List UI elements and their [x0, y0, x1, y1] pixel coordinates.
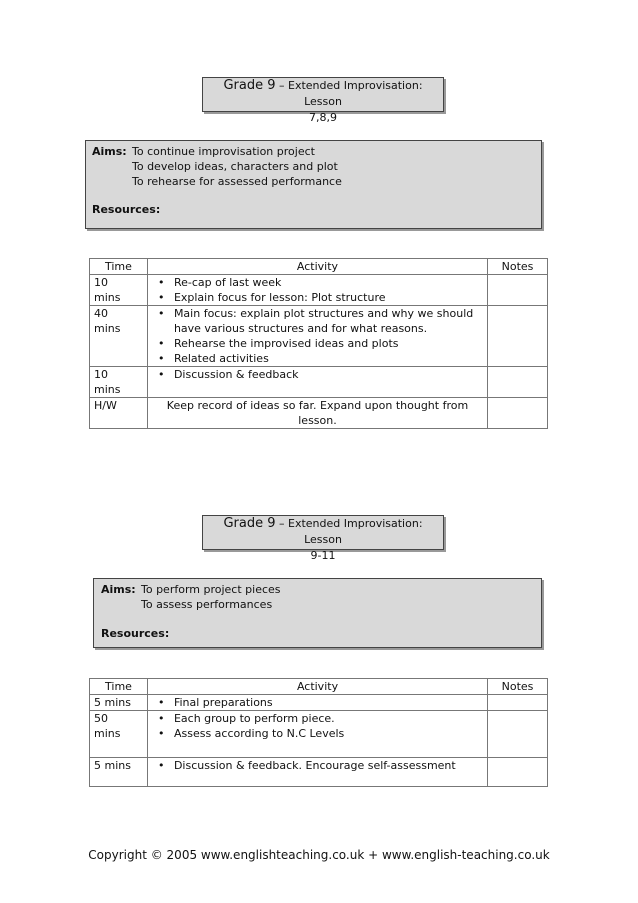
table-row [90, 711, 548, 758]
table-header-row [90, 679, 548, 695]
activity-cell [147, 275, 487, 306]
lesson1-plan-table [89, 258, 548, 429]
lesson2-aims-box [93, 578, 542, 648]
notes-header: Notes [488, 679, 548, 695]
lesson2-aim-2: To assess performances [141, 598, 273, 611]
activity-cell [147, 306, 487, 367]
activity-cell [147, 758, 487, 787]
table-row [90, 367, 548, 398]
notes-cell [488, 758, 548, 787]
lesson1-resources-label: Resources: [92, 203, 161, 216]
notes-cell [488, 306, 548, 367]
time-cell: 5 mins [90, 758, 148, 787]
time-cell: H/W [90, 398, 148, 429]
activity-item: • Assess according to N.C Levels [157, 727, 345, 740]
time-cell: 50 mins [90, 711, 148, 758]
activity-item: • Each group to perform piece. [157, 712, 335, 725]
time-header: Time [90, 259, 148, 275]
notes-cell [488, 398, 548, 429]
activity-cell [147, 711, 487, 758]
lesson1-aim-3: To rehearse for assessed performance [132, 175, 342, 188]
lesson1-title-text: – Extended Improvisation: Lesson [279, 79, 423, 108]
activity-item: • Related activities [157, 352, 269, 365]
activity-header: Activity [147, 679, 487, 695]
lesson2-lesson-numbers: 9-11 [310, 549, 336, 562]
lesson2-aim-1: To perform project pieces [141, 583, 281, 596]
lesson2-aims-label: Aims: [101, 583, 136, 596]
activity-item: • Explain focus for lesson: Plot structure [157, 291, 386, 304]
lesson1-title-box [202, 77, 444, 124]
activity-header: Activity [147, 259, 487, 275]
time-cell: 10 mins [90, 275, 148, 306]
copyright-footer: Copyright © 2005 www.englishteaching.co.uk + www.english-teaching.co.uk [88, 848, 550, 862]
activity-item: • Discussion & feedback [157, 368, 299, 381]
lesson2-grade: Grade 9 [223, 516, 276, 531]
homework-cell: Keep record of ideas so far. Expand upon thought from lesson. [147, 398, 487, 429]
time-cell: 5 mins [90, 695, 148, 711]
lesson2-title-box [202, 515, 444, 562]
notes-cell [488, 275, 548, 306]
table-row [90, 398, 548, 429]
lesson2-resources-label: Resources: [101, 627, 170, 640]
activity-item: • Final preparations [157, 696, 273, 709]
table-row [90, 758, 548, 787]
notes-cell [488, 711, 548, 758]
lesson1-aims-label: Aims: [92, 145, 127, 158]
lesson1-grade: Grade 9 [223, 78, 276, 93]
activity-item: • Re-cap of last week [157, 276, 282, 289]
lesson1-aim-2: To develop ideas, characters and plot [132, 160, 338, 173]
activity-item: • Main focus: explain plot structures and why we should have various structures and for what reasons. [157, 307, 474, 335]
time-header: Time [90, 679, 148, 695]
notes-header: Notes [488, 259, 548, 275]
table-header-row [90, 259, 548, 275]
lesson2-plan-table [89, 678, 548, 787]
lesson2-title-text: – Extended Improvisation: Lesson [279, 517, 423, 546]
notes-cell [488, 367, 548, 398]
lesson1-lesson-numbers: 7,8,9 [309, 111, 337, 124]
lesson1-aim-1: To continue improvisation project [132, 145, 315, 158]
activity-item: • Discussion & feedback. Encourage self-assessment [157, 759, 456, 772]
table-row [90, 275, 548, 306]
activity-cell [147, 367, 487, 398]
table-row [90, 695, 548, 711]
activity-cell [147, 695, 487, 711]
activity-item: • Rehearse the improvised ideas and plots [157, 337, 399, 350]
time-cell: 40 mins [90, 306, 148, 367]
notes-cell [488, 695, 548, 711]
lesson1-aims-box [85, 140, 542, 229]
table-row [90, 306, 548, 367]
time-cell: 10 mins [90, 367, 148, 398]
